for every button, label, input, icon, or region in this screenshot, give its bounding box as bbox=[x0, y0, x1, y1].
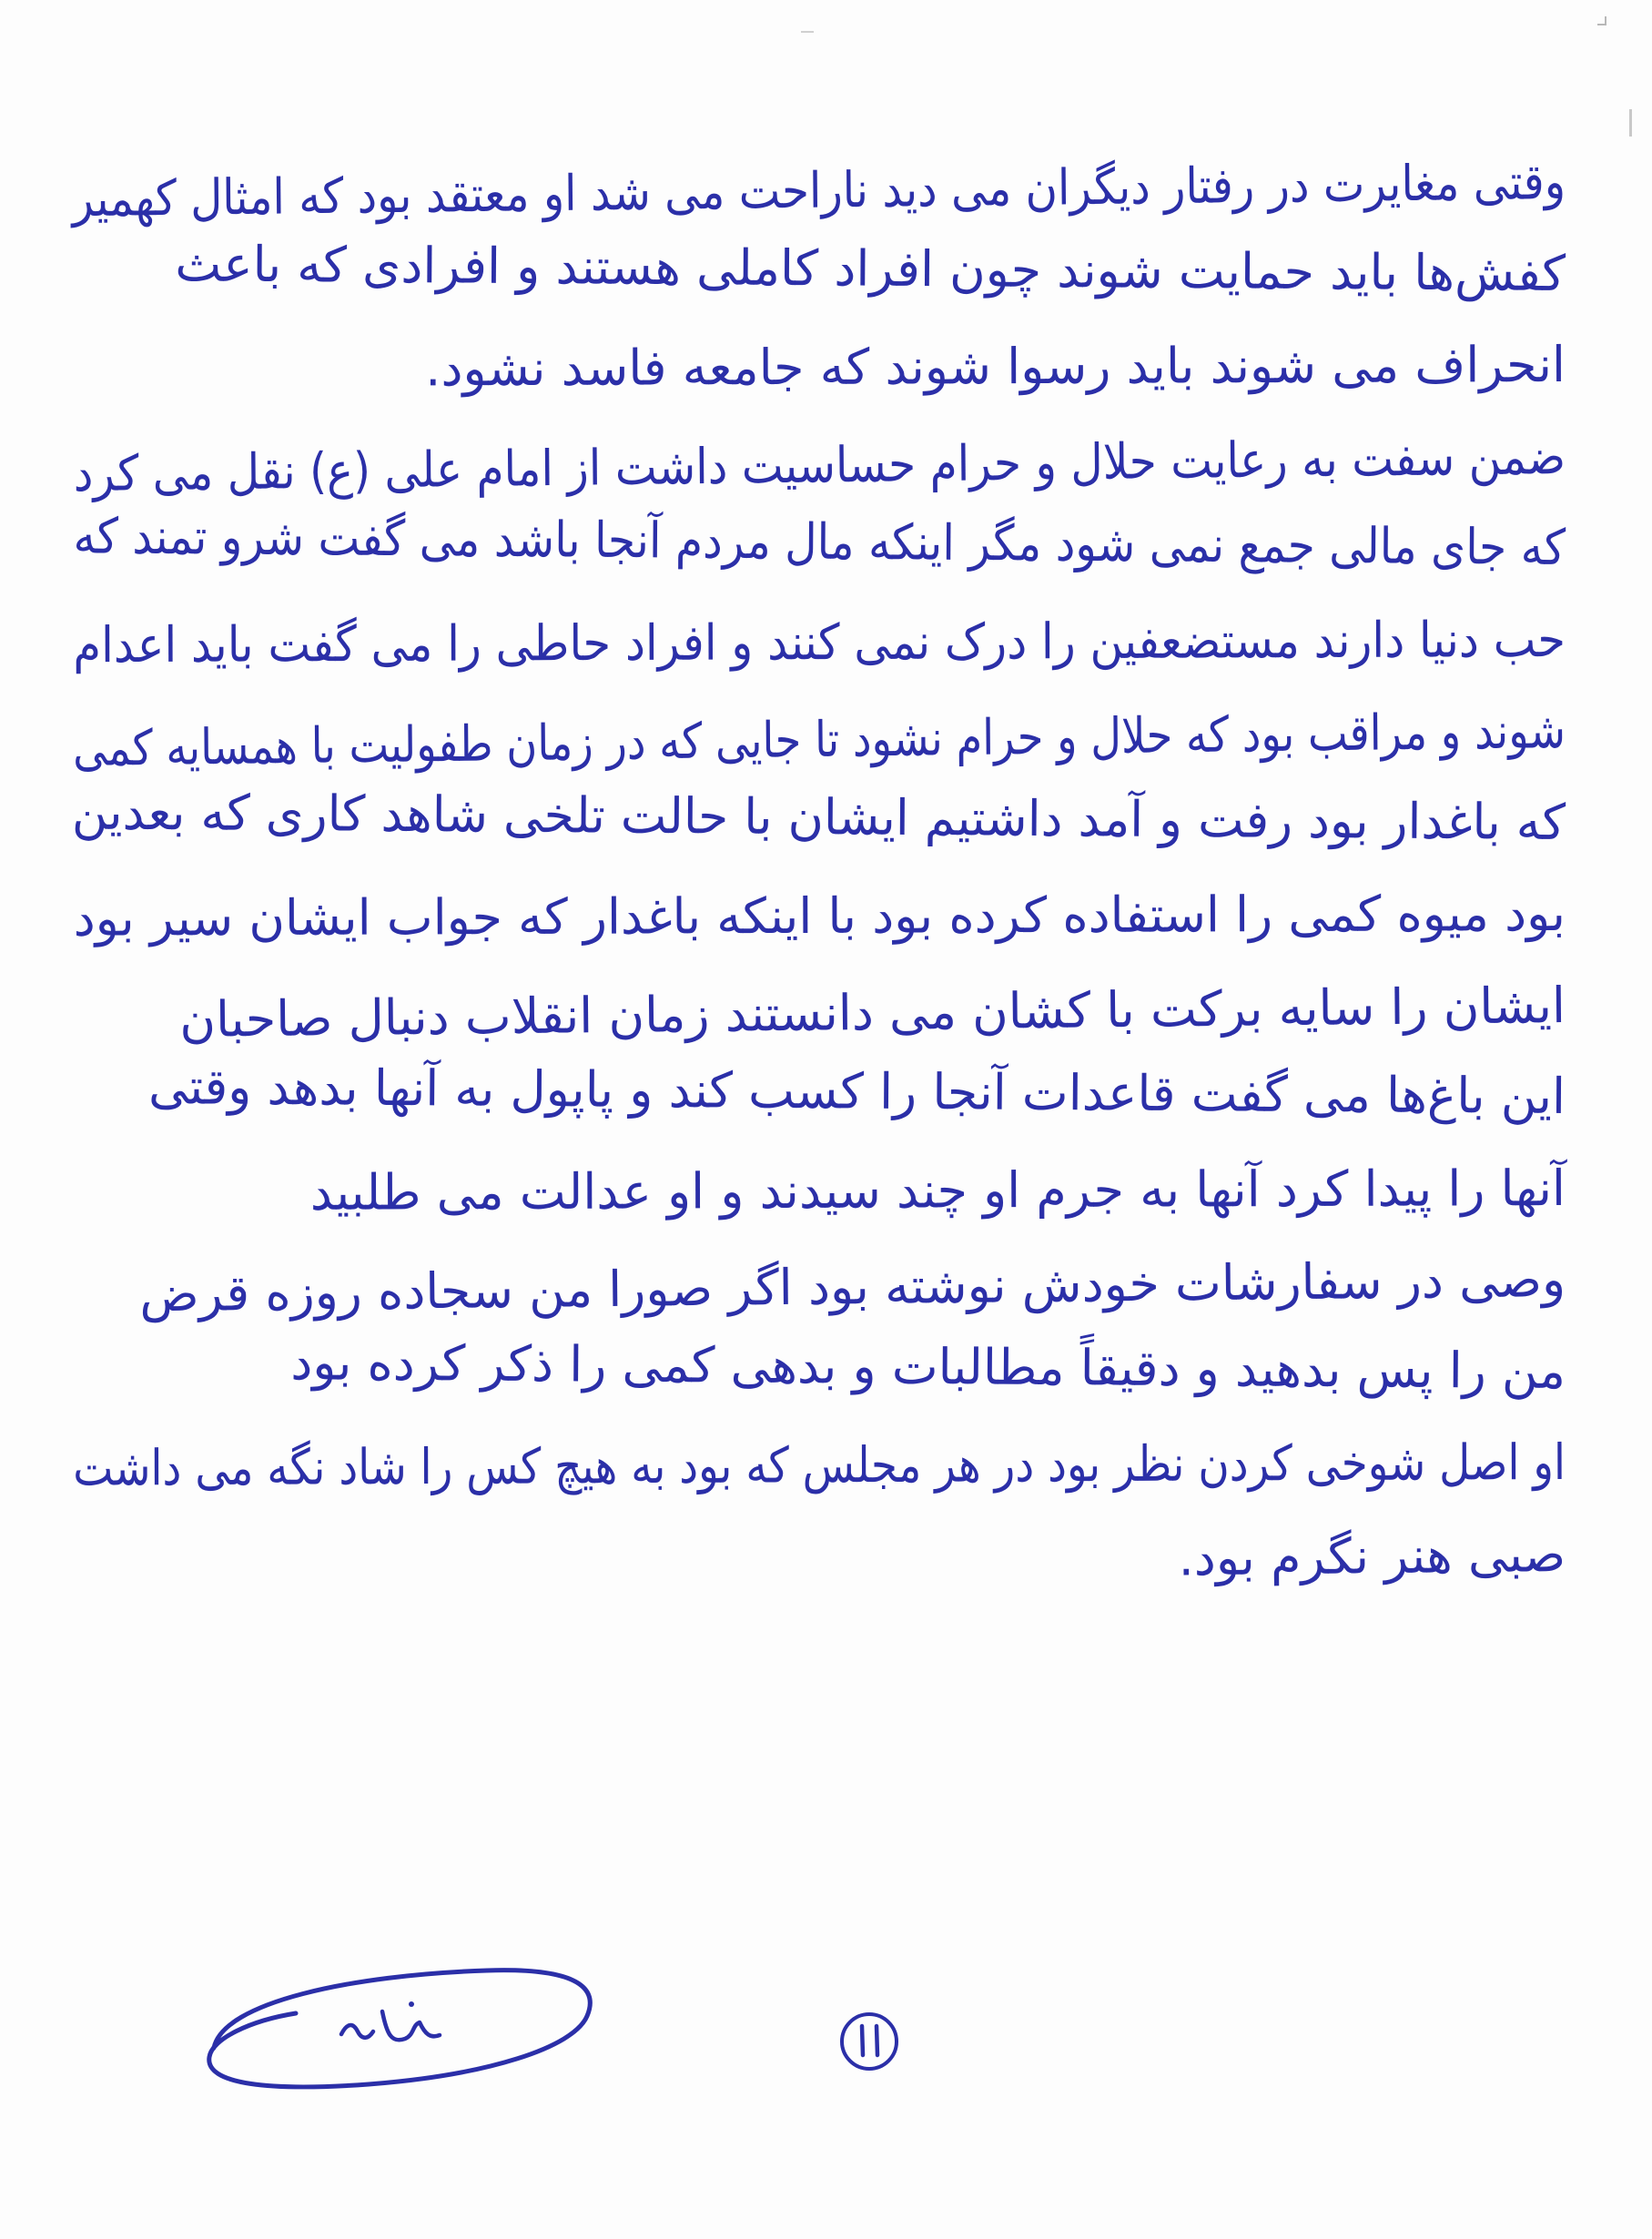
scan-edge-mark bbox=[1629, 109, 1632, 137]
text-line: وصی در سفارشات خودش نوشته بود اگر صورا من سجاده روزه قرض bbox=[138, 1251, 1566, 1323]
signature-oval bbox=[209, 1971, 591, 2087]
page-number-drawing bbox=[837, 2010, 901, 2073]
text-line: وقتی مغایرت در رفتار دیگران می دید ناراحت می شد او معتقد بود که امثال کهمیر bbox=[72, 153, 1566, 228]
text-line: کفش‌ها باید حمایت شوند چون افراد کاملی هستند و افرادی که باعث bbox=[175, 234, 1566, 302]
scan-dust-mark bbox=[801, 31, 814, 35]
text-line: بود میوه کمی را استفاده کرده بود با اینکه باغدار که جواب ایشان سیر بود bbox=[73, 885, 1566, 947]
signature-drawing bbox=[187, 1948, 605, 2112]
text-line: شوند و مراقب بود که حلال و حرام نشود تا جایی که در زمان طفولیت با همسایه کمی bbox=[72, 702, 1566, 777]
signature-dot bbox=[409, 2001, 414, 2007]
text-line: که جای مالی جمع نمی شود مگر اینکه مال مردم آنجا باشد می گفت شرو تمند که bbox=[73, 507, 1566, 576]
text-line: که باغدار بود رفت و آمد داشتیم ایشان با حالت تلخی شاهد کاری که بعدین bbox=[71, 782, 1566, 851]
text-line: حب دنیا دارند مستضعفین را درک نمی کنند و افراد حاطی را می گفت باید اعدام bbox=[73, 610, 1566, 674]
handwritten-text-block bbox=[73, 137, 1566, 1600]
text-line: انحراف می شوند باید رسوا شوند که جامعه فاسد نشود. bbox=[425, 336, 1566, 398]
text-line: این باغ‌ها می گفت قاعدات آنجا را کسب کند و پاپول به آنها بدهد وقتی bbox=[147, 1058, 1566, 1125]
scan-edge-mark bbox=[1597, 16, 1606, 25]
page-number-circle bbox=[842, 2014, 897, 2069]
page-number-digits bbox=[862, 2026, 877, 2055]
text-line: او اصل شوخی کردن نظر بود در هر مجلس که بود به هیچ کس را شاد نگه می داشت bbox=[73, 1434, 1566, 1497]
text-line: من را پس بدهید و دقیقاً مطالبات و بدهی کمی را ذکر کرده بود bbox=[290, 1332, 1566, 1400]
text-line: آنها را پیدا کرد آنها به جرم او چند سیدند و او عدالت می طلبید bbox=[309, 1159, 1566, 1221]
signature-stroke bbox=[341, 2011, 440, 2040]
signature bbox=[187, 1948, 605, 2112]
text-line: ایشان را سایه برکت با کشان می دانستند زمان انقلاب دنبال صاحبان bbox=[179, 976, 1566, 1049]
text-line: ضمن سفت به رعایت حلال و حرام حساسیت داشت از امام علی (ع) نقل می کرد bbox=[73, 427, 1566, 502]
page-number bbox=[837, 2010, 901, 2073]
text-line: صبی هنر نگرم بود. bbox=[1178, 1525, 1566, 1586]
